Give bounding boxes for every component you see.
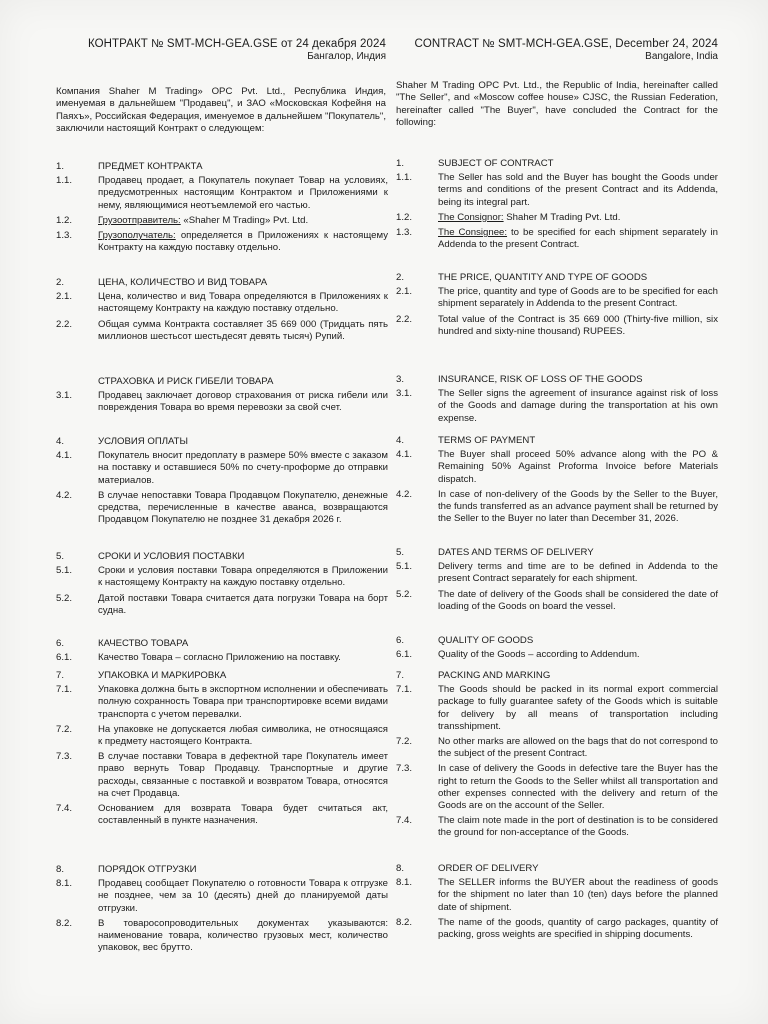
clause [396, 227, 718, 251]
ru-header [56, 38, 386, 62]
section-title: ПРЕДМЕТ КОНТРАКТА [98, 161, 203, 172]
clause-text: The claim note made in the port of destination is to be considered the ground for non-acceptance of the Goods. [438, 815, 718, 839]
clause-number: 2.1. [56, 291, 73, 303]
section-number: 2. [56, 277, 65, 288]
clause [56, 918, 388, 955]
section-number: 1. [396, 158, 405, 169]
section-heading [396, 272, 718, 284]
clause-text: Грузополучатель: определяется в Приложениях к настоящему Контракту на каждую поставку отдельно. [98, 230, 388, 254]
en-section-6 [396, 635, 718, 664]
clause [396, 561, 718, 585]
section-number: 7. [56, 670, 65, 681]
section-number: 5. [56, 551, 65, 562]
clause [396, 286, 718, 310]
clause-text: The Consignee: to be specified for each shipment separately in Addenda to the present Contract. [438, 227, 718, 251]
clause-text: Упаковка должна быть в экспортном исполнении и обеспечивать полную сохранность Товара при транспортировке всеми видами транспорта с учетом перевалки. [98, 684, 388, 720]
clause-number: 7.2. [396, 736, 413, 748]
clause [396, 815, 718, 839]
ru-contract-place: Бангалор, Индия [307, 51, 386, 62]
section-number: 7. [396, 670, 405, 681]
clause [396, 917, 718, 941]
clause-number: 1.2. [56, 214, 73, 226]
clause-number: 7.4. [56, 803, 73, 815]
section-title: КАЧЕСТВО ТОВАРА [98, 638, 189, 649]
clause-number: 2.1. [396, 286, 413, 298]
ru-section-7 [56, 670, 388, 830]
section-title: THE PRICE, QUANTITY AND TYPE OF GOODS [438, 272, 648, 283]
clause-label: The Consignor: [438, 211, 504, 223]
clause-number: 8.1. [396, 877, 413, 889]
clause [396, 736, 718, 760]
clause [396, 649, 718, 661]
clause-text: In case of non-delivery of the Goods by the Seller to the Buyer, the funds transferred as an advance payment shall be returned by the Seller to the Buyer no later than December 31, 2026. [438, 488, 718, 525]
section-heading [56, 864, 388, 876]
en-contract-title: CONTRACT № SMT-MCH-GEA.GSE, December 24, 2024 [414, 38, 718, 50]
clause-label: The Consignee: [438, 227, 508, 239]
clause [56, 390, 388, 414]
clause-number: 4.2. [396, 488, 413, 500]
section-heading [396, 158, 718, 170]
clause-number: 1.3. [396, 227, 413, 239]
clause-number: 8.2. [56, 917, 73, 929]
section-number: 4. [56, 436, 65, 447]
clause-text: В случае непоставки Товара Продавцом Покупателю, денежные средства, перечисленные в качестве аванса, возвращаются Продавцом Покупателю не позднее 31 декабря 2026 г. [98, 489, 388, 526]
section-heading [56, 161, 388, 173]
clause-number: 5.2. [396, 588, 413, 600]
clause-number: 7.1. [396, 684, 413, 696]
clause [56, 684, 388, 721]
ru-section-4 [56, 436, 388, 529]
section-number: 1. [56, 161, 65, 172]
clause-number: 7.3. [396, 763, 413, 775]
clause [396, 212, 718, 224]
ru-section-2 [56, 277, 388, 346]
clause-text: Качество Товара – согласно Приложению на поставку. [98, 652, 341, 664]
clause-number: 1.3. [56, 230, 73, 242]
clause [396, 388, 718, 425]
clause-text: Delivery terms and time are to be defined in Addenda to the present Contract separately for each shipment. [438, 561, 718, 585]
clause-label: Грузополучатель: [98, 230, 176, 242]
ru-section-6 [56, 638, 388, 667]
section-heading [56, 436, 388, 448]
section-number: 5. [396, 547, 405, 558]
clause-number: 5.1. [396, 561, 413, 573]
clause-text: The Goods should be packed in its normal export commercial package to fully guarantee safety of the Goods which is suitable for delivery by all means of transportation including transshipment. [438, 684, 718, 732]
clause-number: 1.2. [396, 211, 413, 223]
clause [396, 489, 718, 526]
en-section-4 [396, 435, 718, 528]
en-intro: Shaher M Trading OPC Pvt. Ltd., the Republic of India, hereinafter called "The Seller", and «Moscow coffee house» CJSC, the Russian Federation, hereinafter called "The Buyer", have concluded the Contract for the following: [396, 80, 718, 128]
en-section-3 [396, 374, 718, 428]
section-number: 4. [396, 435, 405, 446]
section-title: PACKING AND MARKING [438, 670, 551, 681]
section-title: УСЛОВИЯ ОПЛАТЫ [98, 436, 189, 447]
section-title: TERMS OF PAYMENT [438, 435, 536, 446]
section-title: СРОКИ И УСЛОВИЯ ПОСТАВКИ [98, 551, 245, 562]
clause-label: Грузоотправитель: [98, 214, 181, 226]
section-heading [396, 863, 718, 875]
clause [56, 878, 388, 915]
clause-number: 5.1. [56, 565, 73, 577]
clause-text: The Seller has sold and the Buyer has bought the Goods under terms and conditions of the present Contract and its Addenda, being its integral part. [438, 172, 718, 208]
section-number [56, 376, 98, 388]
section-heading [396, 670, 718, 682]
clause [56, 450, 388, 487]
ru-intro: Компания Shaher M Trading» OPC Pvt. Ltd., Республика Индия, именуемая в дальнейшем "Продавец", и ЗАО «Московская Кофейня на Паяхъ», Российская Федерация, именуемое в дальнейшем "Покупатель", заключили настоящий Контракт о следующем: [56, 86, 386, 134]
clause-number: 7.3. [56, 751, 73, 763]
clause-text: No other marks are allowed on the bags that do not correspond to the subject of the present Contract. [438, 736, 718, 760]
clause-text: Покупатель вносит предоплату в размере 50% вместе с заказом на поставку и оставшиеся 50% по счету-проформе до отправки материалов. [98, 450, 388, 486]
clause-text: Основанием для возврата Товара будет считаться акт, составленный в пункте назначения. [98, 803, 388, 827]
clause-number: 4.1. [56, 450, 73, 462]
clause-text: The price, quantity and type of Goods are to be specified for each shipment separately in Addenda to the present Contract. [438, 286, 718, 310]
section-number: 8. [396, 863, 405, 874]
en-section-1 [396, 158, 718, 254]
clause [56, 490, 388, 527]
ru-section-5 [56, 551, 388, 620]
section-title: СТРАХОВКА И РИСК ГИБЕЛИ ТОВАРА [98, 376, 274, 387]
clause [396, 449, 718, 486]
section-title: ORDER OF DELIVERY [438, 863, 539, 874]
ru-section-3 [56, 376, 388, 418]
clause-text: На упаковке не допускается любая символика, не относящаяся к предмету настоящего Контракта. [98, 723, 388, 748]
section-heading [396, 547, 718, 559]
clause-text: В товаросопроводительных документах указываются: наименование товара, количество грузовых мест, количество упаковок, вес брутто. [98, 917, 388, 954]
clause [56, 291, 388, 315]
section-title: ЦЕНА, КОЛИЧЕСТВО И ВИД ТОВАРА [98, 277, 268, 288]
clause [56, 803, 388, 827]
clause-number: 3.1. [396, 388, 413, 400]
section-number: 8. [56, 864, 65, 875]
clause-number: 7.2. [56, 723, 73, 735]
clause-number: 8.2. [396, 916, 413, 928]
clause [396, 172, 718, 209]
en-section-5 [396, 547, 718, 616]
clause-text: Продавец сообщает Покупателю о готовности Товара к отгрузке не позднее, чем за 10 (десять) дней до планируемой даты отгрузки. [98, 878, 388, 914]
clause-number: 2.2. [396, 313, 413, 325]
clause-text: Грузоотправитель: «Shaher M Trading» Pvt. Ltd. [98, 214, 309, 226]
section-title: ПОРЯДОК ОТГРУЗКИ [98, 864, 197, 875]
clause-number: 7.4. [396, 815, 413, 827]
clause [56, 175, 388, 212]
clause-text: The date of delivery of the Goods shall be considered the date of loading of the Goods on board the vessel. [438, 588, 718, 612]
section-number: 3. [396, 374, 405, 385]
clause-text: Продавец продает, а Покупатель покупает Товар на условиях, предусмотренных настоящим Контрактом и Приложениями к нему, являющимися неотъемлемой его частью. [98, 175, 388, 211]
section-heading [396, 374, 718, 386]
section-title: QUALITY OF GOODS [438, 635, 534, 646]
clause-text: Цена, количество и вид Товара определяются в Приложениях к настоящему Контракту на каждую поставку отдельно. [98, 291, 388, 315]
clause-number: 2.2. [56, 318, 73, 330]
clause [56, 230, 388, 254]
section-number: 6. [396, 635, 405, 646]
clause-text: Сроки и условия поставки Товара определяются в Приложении к настоящему Контракту на каждую поставку отдельно. [98, 565, 388, 589]
clause [56, 724, 388, 748]
clause-text: Total value of the Contract is 35 669 000 (Thirty-five million, six hundred and sixty-nine thousand) RUPEES. [438, 313, 718, 337]
section-heading [56, 277, 388, 289]
section-heading [396, 635, 718, 647]
section-number: 6. [56, 638, 65, 649]
clause-number: 4.2. [56, 489, 73, 501]
section-title: SUBJECT OF CONTRACT [438, 158, 554, 169]
clause [56, 751, 388, 800]
clause [396, 314, 718, 338]
clause-text: Продавец заключает договор страхования от риска гибели или повреждения Товара во время перевозки за свой счет. [98, 390, 388, 414]
clause-number: 7.1. [56, 684, 73, 696]
clause-number: 5.2. [56, 592, 73, 604]
clause-number: 8.1. [56, 878, 73, 890]
section-title: INSURANCE, RISK OF LOSS OF THE GOODS [438, 374, 643, 385]
section-title: УПАКОВКА И МАРКИРОВКА [98, 670, 227, 681]
clause-text: Датой поставки Товара считается дата погрузки Товара на борт судна. [98, 592, 388, 616]
ru-contract-title: КОНТРАКТ № SMT-MCH-GEA.GSE от 24 декабря 2024 [87, 38, 386, 50]
en-section-8 [396, 863, 718, 944]
section-heading [396, 435, 718, 447]
section-number: 2. [396, 272, 405, 283]
section-heading [56, 376, 388, 388]
clause [396, 877, 718, 914]
clause-text: The Buyer shall proceed 50% advance along with the PO & Remaining 50% Against Proforma Invoice before Materials dispatch. [438, 449, 718, 485]
clause [56, 593, 388, 617]
clause-number: 1.1. [56, 175, 73, 187]
ru-section-8 [56, 864, 388, 957]
en-section-2 [396, 272, 718, 341]
en-header [396, 38, 718, 62]
section-heading [56, 670, 388, 682]
clause [56, 319, 388, 343]
clause [56, 565, 388, 589]
clause-number: 3.1. [56, 390, 73, 402]
clause [56, 652, 388, 664]
clause-number: 1.1. [396, 172, 413, 184]
clause-text: The Consignor: Shaher M Trading Pvt. Ltd. [438, 211, 621, 223]
clause-number: 4.1. [396, 449, 413, 461]
clause-number: 6.1. [56, 652, 73, 664]
clause [56, 215, 388, 227]
clause-number: 6.1. [396, 649, 413, 661]
clause-text: Quality of the Goods – according to Addendum. [438, 649, 640, 661]
section-heading [56, 638, 388, 650]
clause-text: В случае поставки Товара в дефектной таре Покупатель имеет право вернуть Товар Продавцу. Транспортные и другие расходы, связанные с поставкой и возвратом Товара, относятся на счет Продавца. [98, 751, 388, 799]
section-heading [56, 551, 388, 563]
section-title: DATES AND TERMS OF DELIVERY [438, 547, 594, 558]
clause-text: In case of delivery the Goods in defective tare the Buyer has the right to return the Goods to the Seller whilst all transportation and other expenses connected with the delivery and return of the Goods are on the account of the Seller. [438, 763, 718, 812]
clause-text: Общая сумма Контракта составляет 35 669 000 (Тридцать пять миллионов шестьсот шестьдесят девять тысяч) Рупий. [98, 318, 388, 342]
clause [396, 763, 718, 812]
clause [396, 589, 718, 613]
clause-text: The name of the goods, quantity of cargo packages, quantity of packing, gross weights are specified in shipping documents. [438, 916, 718, 941]
en-section-7 [396, 670, 718, 843]
clause-text: The Seller signs the agreement of insurance against risk of loss of the Goods and damage during the transportation at his own expense. [438, 388, 718, 424]
clause [396, 684, 718, 733]
en-contract-place: Bangalore, India [645, 51, 718, 62]
ru-section-1 [56, 161, 388, 257]
clause-text: The SELLER informs the BUYER about the readiness of goods for the shipment no later than 10 (ten) days before the planned date of shipment. [438, 877, 718, 913]
